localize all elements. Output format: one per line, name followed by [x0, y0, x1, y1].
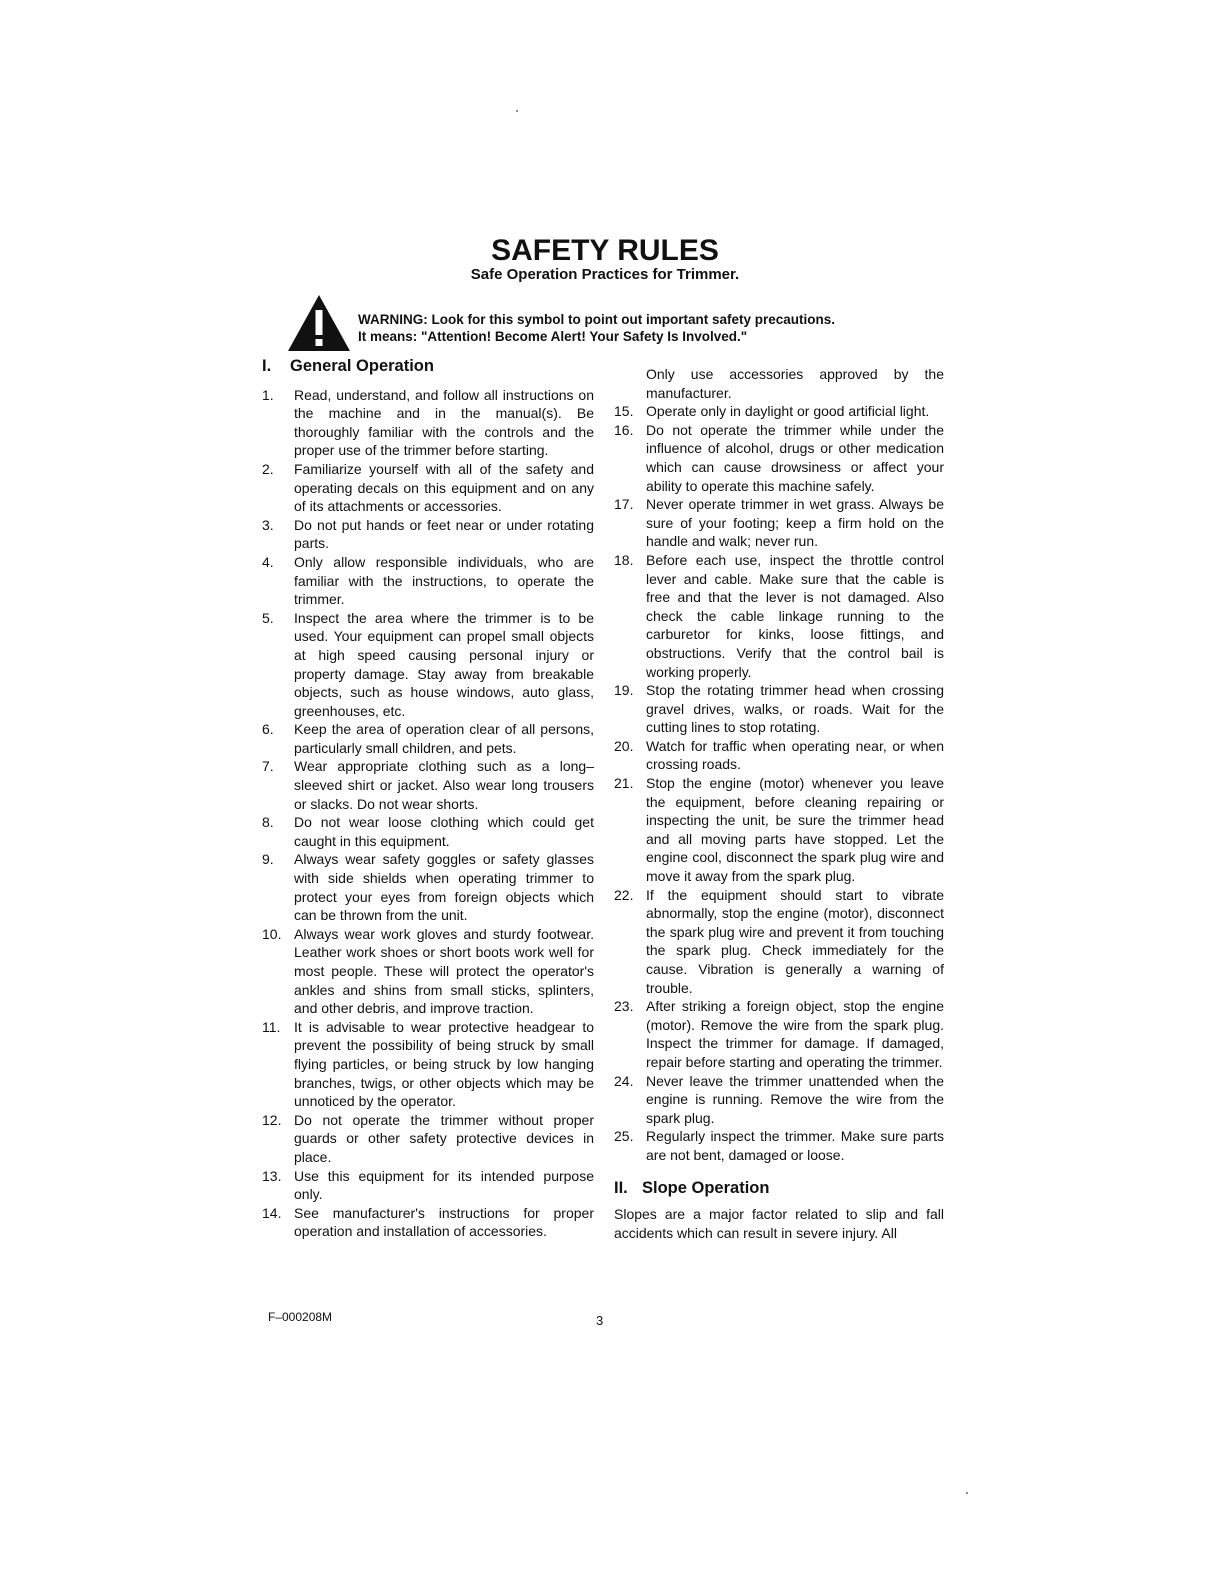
item-number: 15.	[614, 403, 634, 420]
warning-line-2: It means: "Attention! Become Alert! Your Safety Is Involved."	[358, 329, 748, 344]
warning-line-1: WARNING: Look for this symbol to point out important safety precautions.	[358, 312, 836, 327]
list-item	[262, 553, 594, 609]
list-item	[614, 551, 944, 681]
section-heading-general-operation	[262, 357, 594, 376]
item-text: Always wear safety goggles or safety glasses with side shields when operating trimmer to protect your eyes from foreign objects which can be thrown from the unit.	[294, 851, 594, 924]
item-number: 4.	[262, 553, 274, 570]
section-heading-slope-operation	[614, 1179, 944, 1198]
rules-list-left	[262, 386, 594, 1241]
item-number: 11.	[262, 1018, 281, 1035]
item-text: Do not wear loose clothing which could get caught in this equipment.	[294, 814, 594, 849]
item-number: 1.	[262, 386, 274, 403]
list-item	[262, 720, 594, 757]
item-text: Familiarize yourself with all of the safety and operating decals on this equipment and on any of its attachments or accessories.	[294, 460, 594, 515]
list-item	[262, 1018, 594, 1111]
list-item	[262, 609, 594, 721]
section-number: I.	[262, 357, 272, 375]
item-number: 5.	[262, 609, 274, 626]
rules-list-right	[614, 402, 944, 1164]
item-number: 2.	[262, 460, 274, 477]
scan-speck	[516, 110, 518, 112]
item-number: 18.	[614, 551, 634, 568]
section-number: II.	[614, 1178, 628, 1197]
right-column	[614, 365, 944, 1242]
list-item	[262, 813, 594, 850]
item-text: Only allow responsible individuals, who are familiar with the instructions, to operate the trimmer.	[294, 553, 594, 608]
item-number: 9.	[262, 851, 274, 868]
item-number: 13.	[262, 1167, 282, 1184]
section-title: General Operation	[290, 357, 434, 375]
page-title: SAFETY RULES	[491, 234, 719, 267]
list-item	[614, 495, 944, 551]
item-number: 20.	[614, 737, 634, 754]
list-item	[614, 886, 944, 998]
item-number: 23.	[614, 998, 634, 1015]
item-number: 16.	[614, 421, 634, 438]
item-text: Never operate trimmer in wet grass. Always be sure of your footing; keep a firm hold on the handle and walk; never run.	[646, 496, 944, 550]
item-number: 12.	[262, 1111, 282, 1128]
item-number: 17.	[614, 496, 634, 513]
item-text: Always wear work gloves and sturdy footwear. Leather work shoes or short boots work well for most people. These will protect the operator's ankles and shins from small sticks, splinters, and other debris, and improve traction.	[294, 925, 594, 1017]
item-14-continuation: Only use accessories approved by the manufacturer.	[646, 366, 944, 401]
list-item	[614, 1072, 944, 1128]
item-number: 25.	[614, 1128, 634, 1145]
item-number: 3.	[262, 516, 274, 533]
document-code: F–000208M	[268, 1310, 333, 1324]
item-text: Watch for traffic when operating near, or when crossing roads.	[646, 737, 944, 773]
warning-triangle-icon	[286, 293, 352, 353]
list-item	[262, 1111, 594, 1167]
item-text: Stop the engine (motor) whenever you leave the equipment, before cleaning repairing or inspecting the unit, be sure the trimmer head and all moving parts have stopped. Let the engine cool, disconnect the spark plug wire and move it away from the spark plug.	[646, 775, 944, 885]
item-text: Do not operate the trimmer while under the influence of alcohol, drugs or other medication which can cause drowsiness or affect your ability to operate this machine safely.	[646, 421, 944, 494]
item-text: Use this equipment for its intended purpose only.	[294, 1167, 594, 1203]
list-item	[614, 737, 944, 774]
item-number: 21.	[614, 775, 634, 792]
list-item	[614, 997, 944, 1071]
item-number: 6.	[262, 721, 274, 738]
page-number: 3	[596, 1313, 604, 1328]
list-item	[614, 1127, 944, 1164]
list-item	[262, 757, 594, 813]
item-text: Do not operate the trimmer without proper guards or other safety protective devices in place.	[294, 1111, 594, 1165]
item-text: Do not put hands or feet near or under rotating parts.	[294, 516, 594, 552]
item-text: Regularly inspect the trimmer. Make sure parts are not bent, damaged or loose.	[646, 1128, 944, 1163]
list-item	[262, 1167, 594, 1204]
item-text: It is advisable to wear protective headgear to prevent the possibility of being struck by small flying particles, or being struck by low hanging branches, twigs, or other objects which may be unnoticed by the operator.	[294, 1018, 594, 1110]
list-item	[262, 850, 594, 924]
item-text: If the equipment should start to vibrate abnormally, stop the engine (motor), disconnect the spark plug wire and prevent it from touching the spark plug. Check immediately for the cause. Vibration is generally a warning of trouble.	[646, 886, 944, 996]
list-item	[262, 925, 594, 1018]
item-text: Stop the rotating trimmer head when crossing gravel drives, walks, or roads. Wait for the cutting lines to stop rotating.	[646, 682, 944, 736]
item-number: 10.	[262, 925, 282, 942]
list-item	[262, 460, 594, 516]
item-text: Wear appropriate clothing such as a long–sleeved shirt or jacket. Also wear long trousers or slacks. Do not wear shorts.	[294, 758, 594, 812]
list-item	[614, 402, 944, 421]
slope-paragraph: Slopes are a major factor related to slip and fall accidents which can result in severe injury. All	[614, 1206, 944, 1241]
scan-speck	[966, 1492, 968, 1494]
item-text: Keep the area of operation clear of all persons, particularly small children, and pets.	[294, 721, 594, 756]
item-text: Never leave the trimmer unattended when the engine is running. Remove the wire from the spark plug.	[646, 1072, 944, 1126]
item-text: Before each use, inspect the throttle control lever and cable. Make sure that the cable is free and that the lever is not damaged. Also check the cable linkage running to the carburetor for kinks, loose fittings, and obstructions. Verify that the control bail is working properly.	[646, 551, 944, 680]
item-text: Operate only in daylight or good artificial light.	[646, 403, 930, 420]
page-subtitle: Safe Operation Practices for Trimmer.	[470, 266, 740, 283]
item-number: 24.	[614, 1072, 634, 1089]
list-item	[262, 1204, 594, 1241]
list-item	[262, 386, 594, 460]
item-text: Read, understand, and follow all instructions on the machine and in the manual(s). Be thoroughly familiar with the controls and the proper use of the trimmer before starting.	[294, 386, 594, 459]
section-title: Slope Operation	[642, 1178, 770, 1197]
item-number: 7.	[262, 758, 274, 775]
item-text: After striking a foreign object, stop the engine (motor). Remove the wire from the spark plug. Inspect the trimmer for damage. If damaged, repair before starting and operating the trimmer.	[646, 998, 944, 1070]
list-item	[614, 681, 944, 737]
item-text: See manufacturer's instructions for proper operation and installation of accessories.	[294, 1204, 594, 1240]
item-number: 19.	[614, 682, 634, 699]
list-item	[614, 421, 944, 495]
list-item	[614, 774, 944, 886]
item-number: 8.	[262, 814, 274, 831]
warning-text	[358, 311, 835, 345]
list-item	[262, 516, 594, 553]
left-column	[262, 357, 594, 1241]
item-text: Inspect the area where the trimmer is to be used. Your equipment can propel small objects at high speed causing personal injury or property damage. Stay away from breakable objects, such as house windows, auto glass, greenhouses, etc.	[294, 609, 594, 719]
item-number: 14.	[262, 1204, 282, 1221]
item-number: 22.	[614, 886, 634, 903]
